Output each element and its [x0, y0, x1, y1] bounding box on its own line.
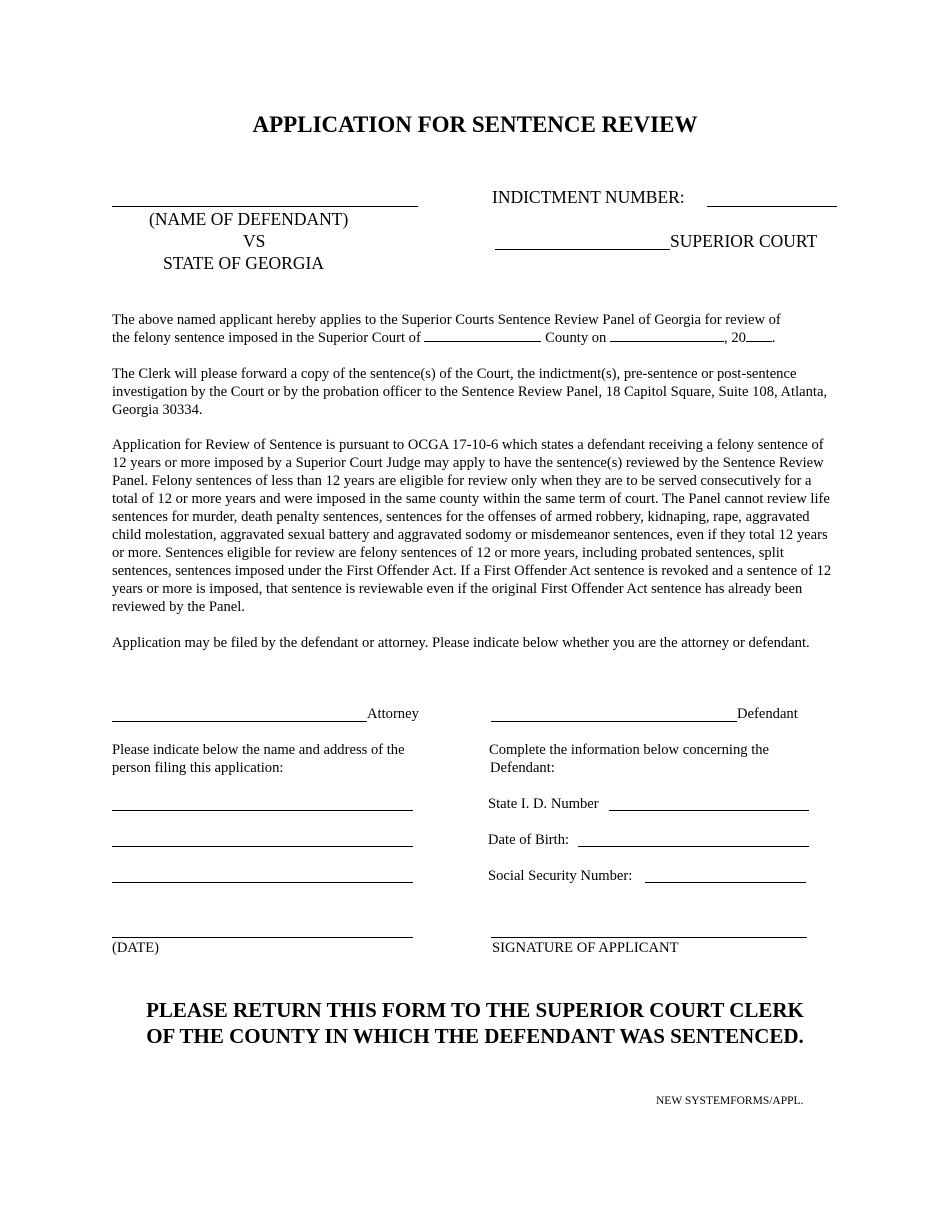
application-statement-line2b: County on — [545, 330, 607, 346]
date-field[interactable] — [112, 937, 413, 938]
filer-instruction-line1: Please indicate below the name and address of the — [112, 742, 405, 758]
defendant-name-label: (NAME OF DEFENDANT) — [149, 209, 349, 229]
application-statement-line2a: the felony sentence imposed in the Superior Court of — [112, 330, 421, 346]
state-label: STATE OF GEORGIA — [163, 253, 324, 273]
superior-court-label: SUPERIOR COURT — [670, 231, 818, 251]
ssn-field[interactable] — [645, 882, 806, 883]
form-title: APPLICATION FOR SENTENCE REVIEW — [252, 112, 698, 137]
versus-label: VS — [243, 231, 266, 251]
court-county-field[interactable] — [424, 329, 541, 342]
signature-field[interactable] — [491, 937, 807, 938]
defendant-info-instruction-line2: Defendant: — [490, 760, 555, 776]
defendant-info-instruction-line1: Complete the information below concerning the — [489, 742, 770, 758]
ssn-label: Social Security Number: — [488, 868, 633, 884]
state-id-label: State I. D. Number — [488, 796, 599, 812]
sentence-year-field[interactable] — [746, 329, 772, 342]
date-label: (DATE) — [112, 940, 160, 956]
defendant-label: Defendant — [737, 706, 798, 722]
return-instructions-line1: PLEASE RETURN THIS FORM TO THE SUPERIOR COURT CLERK — [146, 998, 804, 1022]
filer-name-field[interactable] — [112, 810, 413, 811]
indictment-number-field[interactable] — [707, 206, 837, 207]
date-of-birth-label: Date of Birth: — [488, 832, 570, 848]
superior-court-county-field[interactable] — [495, 249, 670, 250]
return-instructions — [0, 997, 950, 1049]
sentence-date-field[interactable] — [610, 329, 724, 342]
attorney-choice-field[interactable] — [112, 721, 367, 722]
application-statement-line1: The above named applicant hereby applies to the Superior Courts Sentence Review Panel of Georgia for review of — [112, 312, 781, 328]
application-statement — [112, 311, 840, 347]
attorney-label: Attorney — [367, 706, 419, 722]
filer-instruction-line2: person filing this application: — [112, 760, 284, 776]
application-statement-line2c: , 20 — [724, 330, 746, 346]
return-instructions-line2: OF THE COUNTY IN WHICH THE DEFENDANT WAS SENTENCED. — [146, 1024, 804, 1048]
defendant-choice-field[interactable] — [491, 721, 737, 722]
application-statement-line2d: . — [771, 330, 776, 346]
date-of-birth-field[interactable] — [578, 846, 809, 847]
filer-address-field-2[interactable] — [112, 882, 413, 883]
state-id-field[interactable] — [609, 810, 809, 811]
defendant-name-field[interactable] — [112, 206, 418, 207]
filer-address-field-1[interactable] — [112, 846, 413, 847]
signature-label: SIGNATURE OF APPLICANT — [492, 940, 679, 956]
indictment-number-label: INDICTMENT NUMBER: — [492, 187, 685, 207]
filer-instructions: Application may be filed by the defendant or attorney. Please indicate below whether you are the attorney or defendant. — [112, 635, 810, 651]
clerk-instructions: The Clerk will please forward a copy of the sentence(s) of the Court, the indictment(s), pre-sentence or post-sentence investigation by the Court or by the probation officer to the Sentence Review Panel, 18 Capitol Square, Suite 108, Atlanta, Georgia 30334. — [112, 366, 828, 418]
eligibility-text: Application for Review of Sentence is pursuant to OCGA 17-10-6 which states a defendant receiving a felony sentence of 12 years or more imposed by a Superior Court Judge may apply to have the sentence(s) reviewed by the Sentence Review Panel. Felony sentences of less than 12 years are eligible for review only when they are to be served consecutively for a total of 12 or more years and were imposed in the same county within the same term of court. The Panel cannot review life sentences for murder, death penalty sentences, sentences for the offenses of armed robbery, kidnaping, rape, aggravated child molestation, aggravated sexual battery and aggravated sodomy or misdemeanor sentences, even if they total 12 years or more. Sentences eligible for review are felony sentences of 12 or more years, including probated sentences, split sentences, sentences imposed under the First Offender Act. If a First Offender Act sentence is revoked and a sentence of 12 years or more is imposed, that sentence is reviewable even if the original First Offender Act sentence has already been reviewed by the Panel. — [112, 437, 832, 615]
form-number: NEW SYSTEMFORMS/APPL. — [656, 1095, 804, 1107]
